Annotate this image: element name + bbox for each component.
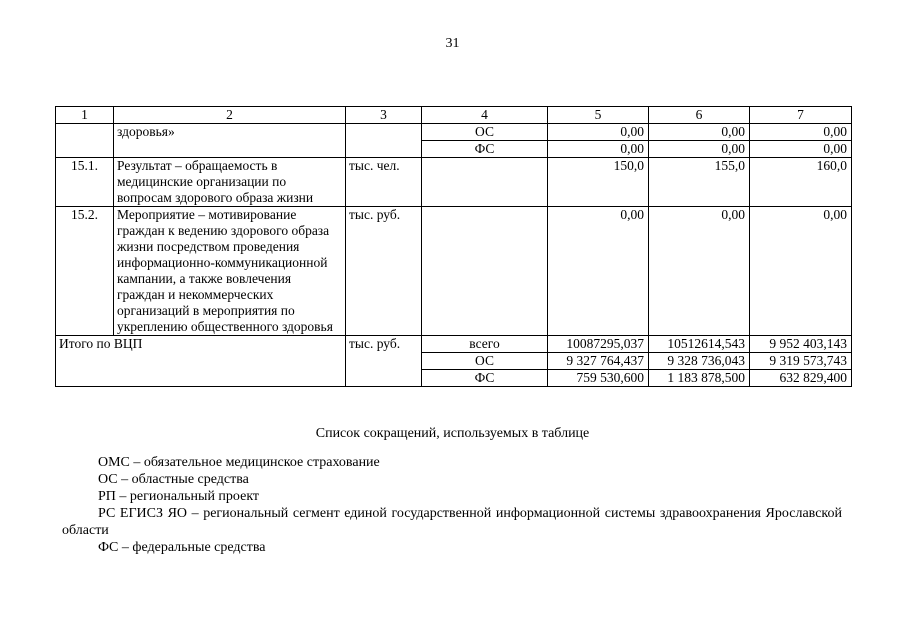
value-cell: 10512614,543: [649, 336, 750, 353]
value-cell: 0,00: [548, 207, 649, 336]
row-number-cell: 15.1.: [56, 158, 114, 207]
source-cell: [422, 158, 548, 207]
value-cell: 9 328 736,043: [649, 353, 750, 370]
header-cell: 1: [56, 107, 114, 124]
abbreviations-list: [62, 454, 842, 556]
value-cell: 759 530,600: [548, 370, 649, 387]
abbreviation-item: РС ЕГИСЗ ЯО – региональный сегмент единой государственной информационной системы здравоохранения Ярославской области: [62, 506, 842, 538]
value-cell: 1 183 878,500: [649, 370, 750, 387]
abbreviation-item: ФС – федеральные средства: [98, 540, 266, 555]
row-unit-cell: тыс. чел.: [346, 158, 422, 207]
value-cell: 632 829,400: [750, 370, 852, 387]
header-cell: 3: [346, 107, 422, 124]
value-cell: 160,0: [750, 158, 852, 207]
abbreviation-item: ОМС – обязательное медицинское страхование: [98, 455, 380, 470]
value-cell: 9 952 403,143: [750, 336, 852, 353]
row-name-cell: Мероприятие – мотивирование граждан к ведению здорового образа жизни посредством проведения информационно-коммуникационной кампании, а также вовлечения граждан и некоммерческих организаций в мероприятия по укреплению общественного здоровья: [114, 207, 346, 336]
row-number-cell: [56, 124, 114, 158]
value-cell: 10087295,037: [548, 336, 649, 353]
table-row: [56, 158, 852, 207]
total-label-cell: Итого по ВЦП: [56, 336, 346, 387]
page-number: 31: [445, 36, 460, 51]
abbreviation-item: РП – региональный проект: [98, 489, 260, 504]
value-cell: 0,00: [649, 124, 750, 141]
total-row: [56, 336, 852, 353]
row-unit-cell: тыс. руб.: [346, 207, 422, 336]
budget-table: [55, 106, 852, 387]
row-number-cell: 15.2.: [56, 207, 114, 336]
header-cell: 2: [114, 107, 346, 124]
table-header-row: [56, 107, 852, 124]
value-cell: 0,00: [649, 207, 750, 336]
row-unit-cell: [346, 124, 422, 158]
table-row: [56, 124, 852, 141]
value-cell: 155,0: [649, 158, 750, 207]
row-name-cell: Результат – обращаемость в медицинские организации по вопросам здорового образа жизни: [114, 158, 346, 207]
header-cell: 4: [422, 107, 548, 124]
header-cell: 6: [649, 107, 750, 124]
value-cell: 0,00: [548, 141, 649, 158]
value-cell: 0,00: [649, 141, 750, 158]
total-unit-cell: тыс. руб.: [346, 336, 422, 387]
source-cell: ОС: [422, 353, 548, 370]
header-cell: 5: [548, 107, 649, 124]
value-cell: 0,00: [750, 207, 852, 336]
table-row: [56, 207, 852, 336]
source-cell: всего: [422, 336, 548, 353]
value-cell: 0,00: [548, 124, 649, 141]
value-cell: 9 327 764,437: [548, 353, 649, 370]
source-cell: [422, 207, 548, 336]
value-cell: 0,00: [750, 141, 852, 158]
value-cell: 150,0: [548, 158, 649, 207]
row-name-cell: здоровья»: [114, 124, 346, 158]
value-cell: 9 319 573,743: [750, 353, 852, 370]
value-cell: 0,00: [750, 124, 852, 141]
header-cell: 7: [750, 107, 852, 124]
abbreviations-title: Список сокращений, используемых в таблице: [315, 426, 590, 441]
source-cell: ФС: [422, 370, 548, 387]
abbreviation-item: ОС – областные средства: [98, 472, 249, 487]
source-cell: ОС: [422, 124, 548, 141]
source-cell: ФС: [422, 141, 548, 158]
